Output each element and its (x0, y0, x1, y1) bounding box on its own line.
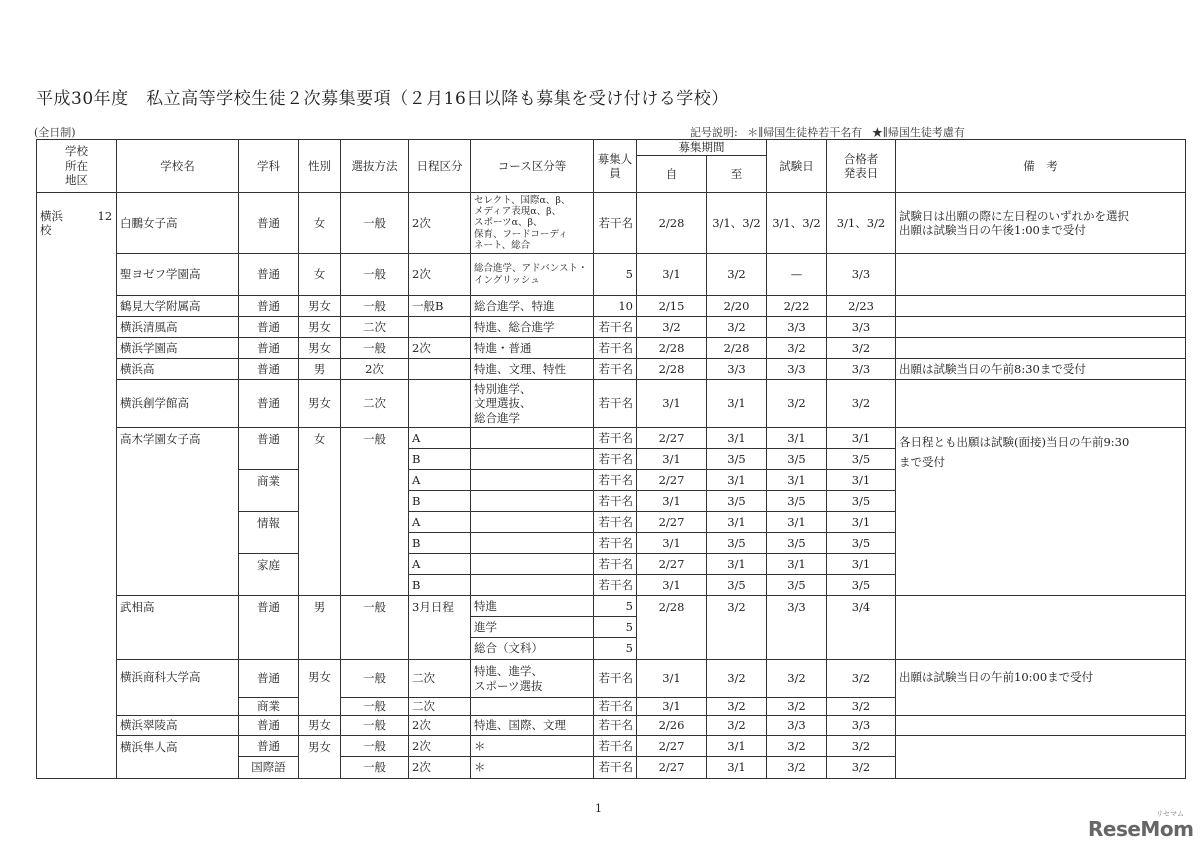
method: 一般 (341, 716, 409, 736)
period-from: 3/1 (637, 698, 707, 716)
capacity: 5 (594, 638, 637, 660)
period-to: 3/1 (707, 380, 767, 428)
table-row (37, 380, 1186, 428)
table-row (37, 736, 1186, 757)
period-from: 2/27 (637, 428, 707, 449)
period-from: 3/1 (637, 660, 707, 698)
method: 二次 (341, 380, 409, 428)
note (896, 338, 1186, 359)
period-to: 3/1 (707, 512, 767, 533)
header-from: 自 (637, 156, 707, 193)
exam-date: 3/5 (767, 491, 827, 512)
sex: 男女 (299, 296, 341, 317)
header-region: 学校 所在 地区 (37, 140, 117, 193)
region-cell: 横浜 12校 (37, 193, 117, 779)
capacity: 若干名 (594, 317, 637, 338)
exam-date: 3/5 (767, 575, 827, 596)
exam-date: 3/1 (767, 428, 827, 449)
period-from: 2/28 (637, 359, 707, 380)
header-note: 備 考 (896, 140, 1186, 193)
course: 特進 (471, 596, 594, 617)
schedule: 二次 (409, 660, 471, 698)
announce-date: 3/5 (827, 533, 896, 554)
announce-date: 3/2 (827, 698, 896, 716)
capacity: 若干名 (594, 193, 637, 254)
period-to: 3/2 (707, 317, 767, 338)
course (471, 575, 594, 596)
note: 各日程とも出願は試験(面接)当日の午前9:30 まで受付 (896, 428, 1186, 596)
period-from: 2/28 (637, 338, 707, 359)
exam-date: 2/22 (767, 296, 827, 317)
school-name: 聖ヨゼフ学園高 (117, 254, 239, 296)
schedule: B (409, 575, 471, 596)
period-from: 2/27 (637, 470, 707, 491)
period-to: 2/20 (707, 296, 767, 317)
capacity: 若干名 (594, 736, 637, 757)
capacity: 若干名 (594, 757, 637, 779)
period-from: 2/27 (637, 736, 707, 757)
capacity: 若干名 (594, 491, 637, 512)
dept: 普通 (239, 254, 299, 296)
period-to: 3/5 (707, 575, 767, 596)
dept: 普通 (239, 317, 299, 338)
school-name: 横浜学園高 (117, 338, 239, 359)
exam-date: 3/1、3/2 (767, 193, 827, 254)
period-from: 2/27 (637, 512, 707, 533)
capacity: 若干名 (594, 575, 637, 596)
announce-date: 3/1 (827, 512, 896, 533)
note (896, 736, 1186, 779)
announce-date: 3/3 (827, 359, 896, 380)
capacity: 若干名 (594, 533, 637, 554)
course (471, 428, 594, 449)
header-to: 至 (707, 156, 767, 193)
dept: 普通 (239, 380, 299, 428)
sex: 女 (299, 254, 341, 296)
period-to: 3/2 (707, 254, 767, 296)
exam-date: 3/5 (767, 533, 827, 554)
method: 一般 (341, 193, 409, 254)
period-to: 3/2 (707, 698, 767, 716)
table-row (37, 193, 1186, 254)
dept: 普通 (239, 596, 299, 660)
method: 一般 (341, 596, 409, 660)
header-name: 学校名 (117, 140, 239, 193)
course (471, 533, 594, 554)
schedule: B (409, 491, 471, 512)
header-dept: 学科 (239, 140, 299, 193)
method: 一般 (341, 736, 409, 757)
period-to: 3/1 (707, 736, 767, 757)
table-row (37, 596, 1186, 617)
dept: 商業 (239, 470, 299, 512)
school-name: 白鵬女子高 (117, 193, 239, 254)
exam-date: 3/1 (767, 512, 827, 533)
dept: 普通 (239, 736, 299, 757)
schedule: 2次 (409, 338, 471, 359)
schedule: 2次 (409, 716, 471, 736)
announce-date: 3/1 (827, 428, 896, 449)
announce-date: 3/1、3/2 (827, 193, 896, 254)
school-name: 武相高 (117, 596, 239, 660)
announce-date: 3/5 (827, 449, 896, 470)
exam-date: 3/3 (767, 317, 827, 338)
school-name: 横浜隼人高 (117, 736, 239, 779)
method: 二次 (341, 317, 409, 338)
period-to: 3/1、3/2 (707, 193, 767, 254)
capacity: 若干名 (594, 512, 637, 533)
course: セレクト、国際α、β、 メディア表現α、β、 スポーツα、β、 保育、フードコーディ ネート、総合 (471, 193, 594, 254)
period-from: 2/15 (637, 296, 707, 317)
recruitment-table (36, 139, 1186, 779)
period-to: 3/5 (707, 491, 767, 512)
announce-date: 3/2 (827, 660, 896, 698)
course: 特別進学、 文理選抜、 総合進学 (471, 380, 594, 428)
capacity: 若干名 (594, 359, 637, 380)
dept: 普通 (239, 359, 299, 380)
announce-date: 3/5 (827, 575, 896, 596)
period-to: 3/2 (707, 660, 767, 698)
header-capacity: 募集人員 (594, 140, 637, 193)
exam-date: 3/2 (767, 338, 827, 359)
schedule-type-label: (全日制) (34, 126, 76, 139)
capacity: 若干名 (594, 554, 637, 575)
schedule: 一般B (409, 296, 471, 317)
school-name: 高木学園女子高 (117, 428, 239, 596)
method: 一般 (341, 338, 409, 359)
period-from: 3/1 (637, 380, 707, 428)
header-sex: 性別 (299, 140, 341, 193)
note (896, 317, 1186, 338)
dept: 商業 (239, 698, 299, 716)
exam-date: 3/1 (767, 554, 827, 575)
note (896, 716, 1186, 736)
capacity: 若干名 (594, 660, 637, 698)
dept: 普通 (239, 296, 299, 317)
exam-date: — (767, 254, 827, 296)
period-to: 3/2 (707, 596, 767, 660)
exam-date: 3/2 (767, 660, 827, 698)
course (471, 449, 594, 470)
exam-date: 3/1 (767, 470, 827, 491)
header-schedule: 日程区分 (409, 140, 471, 193)
period-from: 2/28 (637, 596, 707, 660)
capacity: 若干名 (594, 338, 637, 359)
period-to: 2/28 (707, 338, 767, 359)
header-exam: 試験日 (767, 140, 827, 193)
method: 一般 (341, 428, 409, 596)
schedule: 3月日程 (409, 596, 471, 660)
method: 一般 (341, 296, 409, 317)
sex: 女 (299, 193, 341, 254)
table-row (37, 317, 1186, 338)
school-name: 横浜創学館高 (117, 380, 239, 428)
table-row (37, 359, 1186, 380)
announce-date: 2/23 (827, 296, 896, 317)
table-row (37, 428, 1186, 449)
sex: 男女 (299, 660, 341, 716)
period-to: 3/5 (707, 449, 767, 470)
sex: 男 (299, 359, 341, 380)
course: 総合進学、アドバンスト・ イングリッシュ (471, 254, 594, 296)
capacity: 若干名 (594, 449, 637, 470)
period-to: 3/1 (707, 470, 767, 491)
legend-label: 記号説明: (690, 126, 738, 139)
exam-date: 3/2 (767, 736, 827, 757)
capacity: 若干名 (594, 470, 637, 491)
course: 総合進学、特進 (471, 296, 594, 317)
sex: 男女 (299, 380, 341, 428)
note (896, 380, 1186, 428)
schedule (409, 317, 471, 338)
dept: 普通 (239, 193, 299, 254)
page-number: 1 (595, 802, 602, 815)
table-row (37, 338, 1186, 359)
schedule: B (409, 449, 471, 470)
resemom-logo (1088, 810, 1194, 841)
announce-date: 3/2 (827, 757, 896, 779)
note: 出願は試験当日の午前8:30まで受付 (896, 359, 1186, 380)
legend-star: ★∥帰国生徒考慮有 (871, 126, 965, 139)
dept: 普通 (239, 338, 299, 359)
announce-date: 3/1 (827, 554, 896, 575)
exam-date: 3/2 (767, 380, 827, 428)
schedule: 2次 (409, 736, 471, 757)
period-from: 2/26 (637, 716, 707, 736)
header-method: 選抜方法 (341, 140, 409, 193)
exam-date: 3/3 (767, 359, 827, 380)
period-from: 3/2 (637, 317, 707, 338)
announce-date: 3/2 (827, 380, 896, 428)
schedule (409, 380, 471, 428)
symbol-legend (690, 124, 971, 140)
period-to: 3/3 (707, 359, 767, 380)
header-course: コース区分等 (471, 140, 594, 193)
sex: 男女 (299, 317, 341, 338)
sex: 男女 (299, 736, 341, 779)
period-to: 3/1 (707, 554, 767, 575)
header-announce: 合格者 発表日 (827, 140, 896, 193)
capacity: 若干名 (594, 716, 637, 736)
announce-date: 3/2 (827, 338, 896, 359)
note (896, 596, 1186, 660)
schedule: B (409, 533, 471, 554)
note: 出願は試験当日の午前10:00まで受付 (896, 660, 1186, 716)
note (896, 254, 1186, 296)
capacity: 若干名 (594, 698, 637, 716)
exam-date: 3/2 (767, 698, 827, 716)
method: 2次 (341, 359, 409, 380)
exam-date: 3/3 (767, 596, 827, 660)
schedule: 二次 (409, 698, 471, 716)
course: 特進・普通 (471, 338, 594, 359)
announce-date: 3/3 (827, 716, 896, 736)
school-name: 横浜商科大学高 (117, 660, 239, 716)
announce-date: 3/3 (827, 317, 896, 338)
schedule: 2次 (409, 757, 471, 779)
course: 特進、進学、 スポーツ選抜 (471, 660, 594, 698)
period-from: 3/1 (637, 575, 707, 596)
announce-date: 3/2 (827, 736, 896, 757)
period-from: 2/27 (637, 554, 707, 575)
period-from: 3/1 (637, 449, 707, 470)
table-row (37, 716, 1186, 736)
school-name: 横浜翠陵高 (117, 716, 239, 736)
capacity: 5 (594, 617, 637, 638)
method: 一般 (341, 757, 409, 779)
dept: 情報 (239, 512, 299, 554)
capacity: 10 (594, 296, 637, 317)
school-name: 横浜清風高 (117, 317, 239, 338)
announce-date: 3/5 (827, 491, 896, 512)
schedule: 2次 (409, 254, 471, 296)
capacity: 若干名 (594, 380, 637, 428)
course (471, 491, 594, 512)
period-from: 2/28 (637, 193, 707, 254)
table-row (37, 660, 1186, 698)
sex: 男 (299, 596, 341, 660)
logo-text: ReseMom (1088, 817, 1194, 841)
school-name: 鶴見大学附属高 (117, 296, 239, 317)
period-from: 3/1 (637, 254, 707, 296)
course: ＊ (471, 736, 594, 757)
schedule: 2次 (409, 193, 471, 254)
note (896, 296, 1186, 317)
course (471, 470, 594, 491)
schedule: A (409, 428, 471, 449)
exam-date: 3/5 (767, 449, 827, 470)
exam-date: 3/3 (767, 716, 827, 736)
document-title: 平成30年度 私立高等学校生徒２次募集要項（２月16日以降も募集を受け付ける学校） (36, 89, 729, 109)
table-row (37, 254, 1186, 296)
school-name: 横浜高 (117, 359, 239, 380)
course: 特進、国際、文理 (471, 716, 594, 736)
method: 一般 (341, 254, 409, 296)
capacity: 5 (594, 254, 637, 296)
course: 特進、総合進学 (471, 317, 594, 338)
period-from: 3/1 (637, 491, 707, 512)
method: 一般 (341, 698, 409, 716)
schedule (409, 359, 471, 380)
announce-date: 3/3 (827, 254, 896, 296)
sex: 男女 (299, 716, 341, 736)
period-to: 3/1 (707, 757, 767, 779)
course (471, 698, 594, 716)
course: 総合（文科） (471, 638, 594, 660)
header-period: 募集期間 (637, 140, 767, 156)
sex: 男女 (299, 338, 341, 359)
course (471, 512, 594, 533)
schedule: A (409, 470, 471, 491)
note: 試験日は出願の際に左日程のいずれかを選択 出願は試験当日の午後1:00まで受付 (896, 193, 1186, 254)
period-to: 3/1 (707, 428, 767, 449)
logo-ruby: リセマム (1156, 810, 1184, 818)
announce-date: 3/4 (827, 596, 896, 660)
dept: 国際語 (239, 757, 299, 779)
dept: 普通 (239, 660, 299, 698)
dept: 普通 (239, 428, 299, 470)
dept: 家庭 (239, 554, 299, 596)
course: ＊ (471, 757, 594, 779)
course (471, 554, 594, 575)
period-from: 3/1 (637, 533, 707, 554)
method: 一般 (341, 660, 409, 698)
schedule: A (409, 554, 471, 575)
schedule: A (409, 512, 471, 533)
period-from: 2/27 (637, 757, 707, 779)
announce-date: 3/1 (827, 470, 896, 491)
legend-asterisk: ＊∥帰国生徒枠若干名有 (747, 126, 863, 139)
period-to: 3/5 (707, 533, 767, 554)
sex: 女 (299, 428, 341, 596)
capacity: 若干名 (594, 428, 637, 449)
capacity: 5 (594, 596, 637, 617)
course: 特進、文理、特性 (471, 359, 594, 380)
dept: 普通 (239, 716, 299, 736)
table-row (37, 296, 1186, 317)
period-to: 3/2 (707, 716, 767, 736)
exam-date: 3/2 (767, 757, 827, 779)
course: 進学 (471, 617, 594, 638)
